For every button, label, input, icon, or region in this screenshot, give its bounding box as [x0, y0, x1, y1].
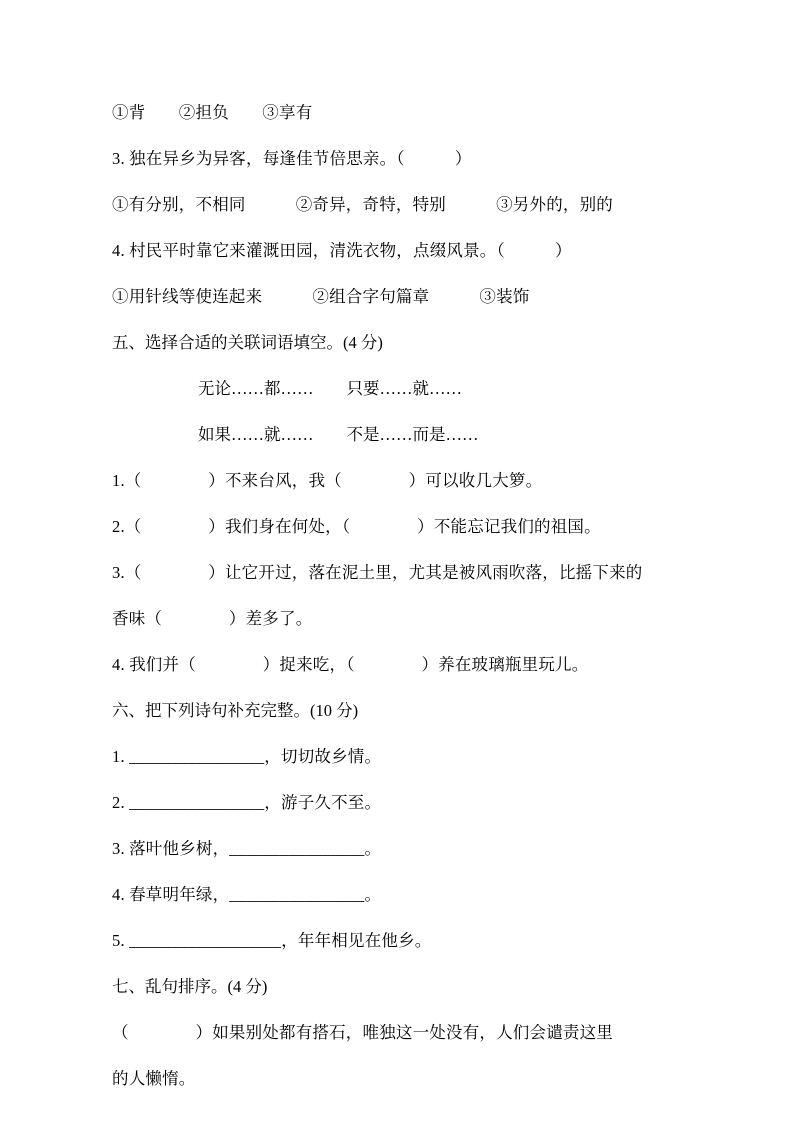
question-3-stem: 3. 独在异乡为异客，每逢佳节倍思亲。（ ） [112, 149, 472, 168]
question-3-options: ①有分别，不相同 ②奇异，奇特，特别 ③另外的，别的 [112, 195, 613, 214]
section-six-item-4: 4. 春草明年绿，________________。 [112, 885, 382, 904]
section-seven-heading: 七、乱句排序。(4 分) [112, 977, 268, 996]
section-five-heading: 五、选择合适的关联词语填空。(4 分) [112, 333, 383, 352]
section-six-item-1: 1. ________________，切切故乡情。 [112, 747, 382, 766]
section-five-item-1: 1.（ ）不来台风，我（ ）可以收几大箩。 [112, 471, 543, 490]
answer-options-line: ①背 ②担负 ③享有 [112, 103, 313, 122]
section-six-item-2: 2. ________________，游子久不至。 [112, 793, 382, 812]
section-seven-item-a: （ ）如果别处都有搭石，唯独这一处没有，人们会谴责这里 [112, 1023, 613, 1042]
section-five-item-3b: 香味（ ）差多了。 [112, 609, 313, 628]
question-4-stem: 4. 村民平时靠它来灌溉田园，清洗衣物，点缀风景。（ ） [112, 241, 572, 260]
section-six-item-5: 5. __________________，年年相见在他乡。 [112, 931, 432, 950]
section-six-item-3: 3. 落叶他乡树，________________。 [112, 839, 382, 858]
word-bank-line-1: 无论……都…… 只要……就…… [198, 379, 462, 398]
section-seven-item-b: 的人懒惰。 [112, 1069, 196, 1088]
section-six-heading: 六、把下列诗句补充完整。(10 分) [112, 701, 359, 720]
question-4-options: ①用针线等使连起来 ②组合字句篇章 ③装饰 [112, 287, 530, 306]
section-five-item-4: 4. 我们并（ ）捉来吃，（ ）养在玻璃瓶里玩儿。 [112, 655, 589, 674]
word-bank-line-2: 如果……就…… 不是……而是…… [198, 425, 479, 444]
section-five-item-3a: 3.（ ）让它开过，落在泥土里，尤其是被风雨吹落，比摇下来的 [112, 563, 643, 582]
section-five-item-2: 2.（ ）我们身在何处，（ ）不能忘记我们的祖国。 [112, 517, 601, 536]
